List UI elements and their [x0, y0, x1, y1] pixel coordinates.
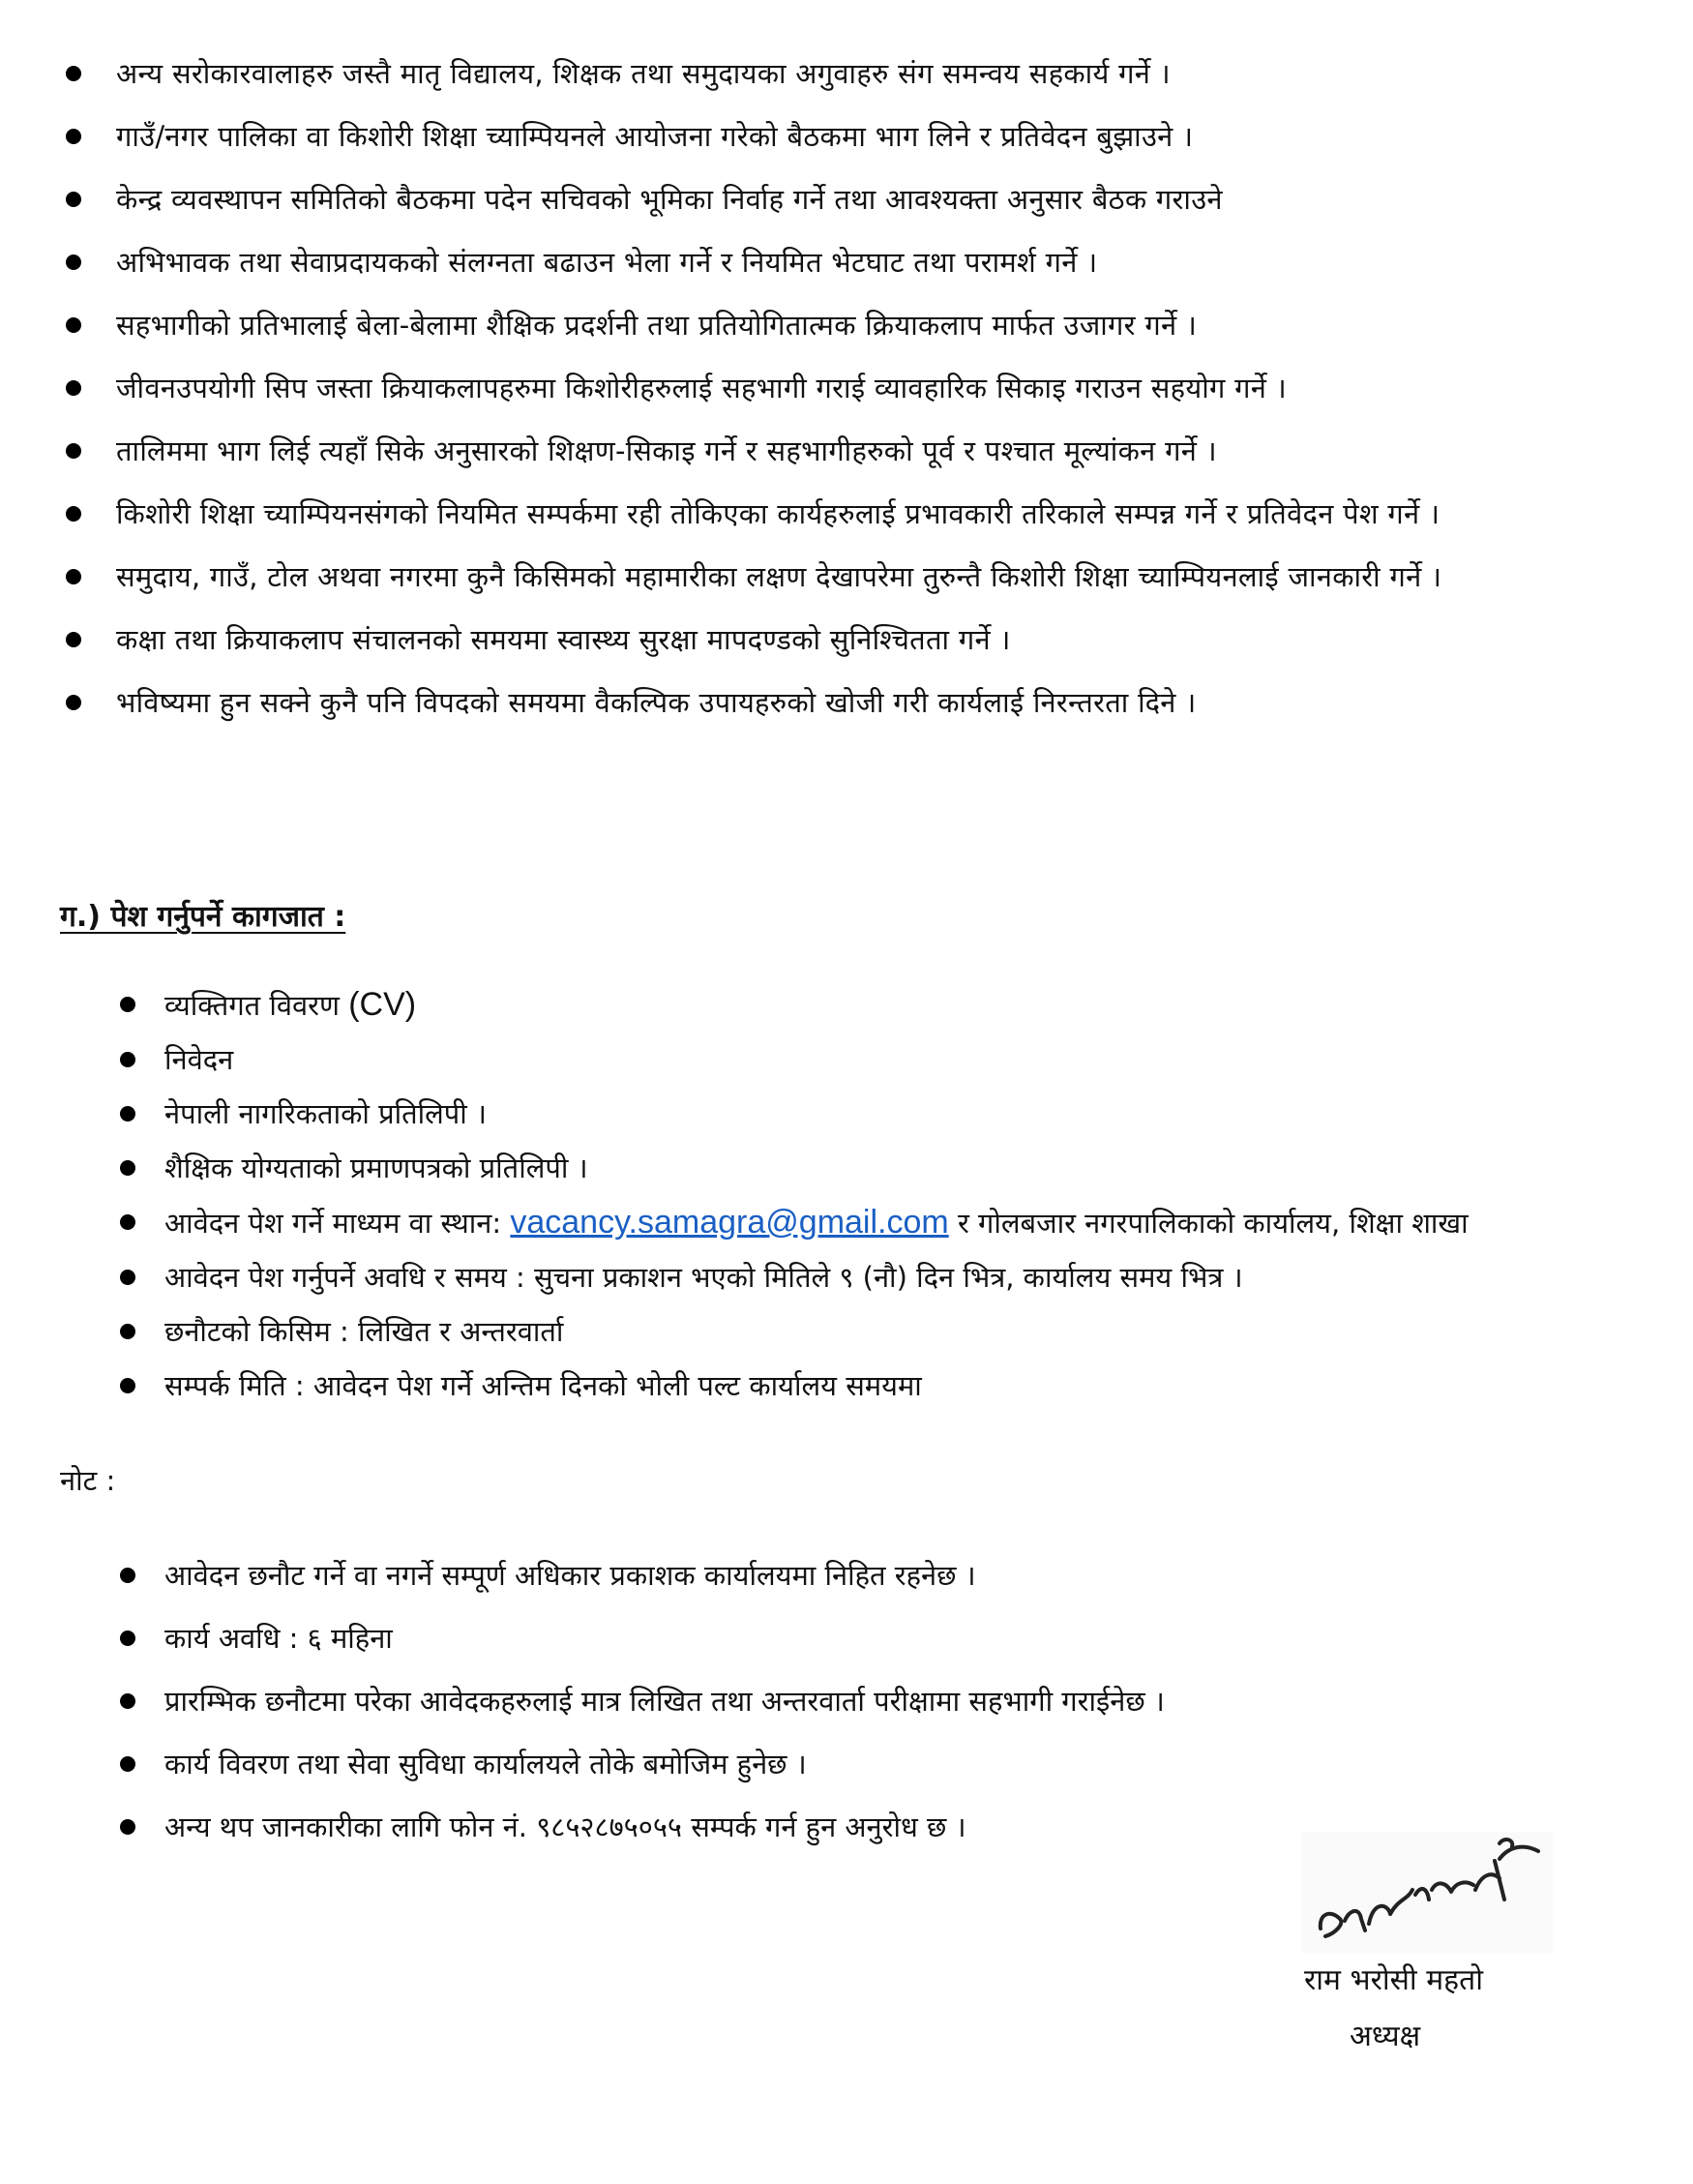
duty-text: कक्षा तथा क्रियाकलाप संचालनको समयमा स्वास्थ्य सुरक्षा मापदण्डको सुनिश्चितता गर्ने । — [116, 623, 1011, 656]
duty-item — [58, 176, 1625, 223]
application-label: निवेदन — [164, 1043, 234, 1076]
bullet-icon — [66, 380, 81, 396]
deadline-text: आवेदन पेश गर्नुपर्ने अवधि र समय : सुचना प्रकाशन भएको मितिले ९ (नौ) दिन भित्र, कार्यालय समय भित्र । — [164, 1261, 1243, 1294]
duty-text: किशोरी शिक्षा च्याम्पियनसंगको नियमित सम्पर्कमा रही तोकिएका कार्यहरुलाई प्रभावकारी तरिकाले सम्पन्न गर्ने र प्रतिवेदन पेश गर्ने । — [116, 497, 1441, 530]
document-item-submission — [116, 1200, 1625, 1245]
bullet-icon — [66, 632, 81, 647]
note-text: कार्य विवरण तथा सेवा सुविधा कार्यालयले तोके बमोजिम हुनेछ । — [164, 1748, 807, 1780]
signer-title: अध्यक्ष — [1350, 2019, 1421, 2053]
duty-item — [58, 365, 1625, 411]
duty-item — [58, 302, 1625, 348]
bullet-icon — [66, 506, 81, 522]
duty-text: गाउँ/नगर पालिका वा किशोरी शिक्षा च्याम्पियनले आयोजना गरेको बैठकमा भाग लिने र प्रतिवेदन बुझाउने । — [116, 120, 1194, 153]
signer-name: राम भरोसी महतो — [1304, 1963, 1483, 1997]
note-text: प्रारम्भिक छनौटमा परेका आवेदकहरुलाई मात्र लिखित तथा अन्तरवार्ता परीक्षामा सहभागी गराईनेछ । — [164, 1685, 1165, 1718]
duty-item — [58, 491, 1625, 537]
bullet-icon — [120, 1106, 135, 1122]
submission-prefix: आवेदन पेश गर्ने माध्यम वा स्थान: — [164, 1207, 502, 1240]
duty-item — [58, 553, 1625, 600]
bullet-icon — [120, 1756, 135, 1772]
duty-item — [58, 616, 1625, 663]
bullet-icon — [66, 192, 81, 207]
bullet-icon — [120, 1270, 135, 1285]
note-item — [116, 1553, 1625, 1598]
bullet-icon — [66, 66, 81, 81]
duty-text: तालिममा भाग लिई त्यहाँ सिके अनुसारको शिक्षण-सिकाइ गर्ने र सहभागीहरुको पूर्व र पश्चात मूल्यांकन गर्ने । — [116, 434, 1217, 467]
bullet-icon — [66, 129, 81, 144]
bullet-icon — [66, 695, 81, 710]
bullet-icon — [120, 1693, 135, 1709]
bullet-icon — [120, 1819, 135, 1835]
citizenship-label: नेपाली नागरिकताको प्रतिलिपी । — [164, 1097, 487, 1130]
signature-image — [1301, 1832, 1553, 1953]
selection-text: छनौटको किसिम : लिखित र अन्तरवार्ता — [164, 1315, 564, 1348]
note-item — [116, 1616, 1625, 1660]
note-item — [116, 1679, 1625, 1723]
documents-heading: ग.) पेश गर्नुपर्ने कागजात : — [60, 900, 346, 934]
document-item-application — [116, 1037, 1625, 1082]
cv-label: व्यक्तिगत विवरण — [164, 989, 340, 1022]
documents-list — [116, 982, 1625, 1418]
duty-item — [58, 679, 1625, 726]
bullet-icon — [120, 1324, 135, 1339]
bullet-icon — [120, 1160, 135, 1176]
bullet-icon — [66, 254, 81, 270]
education-label: शैक्षिक योग्यताको प्रमाणपत्रको प्रतिलिपी । — [164, 1152, 588, 1184]
duty-text: जीवनउपयोगी सिप जस्ता क्रियाकलापहरुमा किशोरीहरुलाई सहभागी गराई व्यावहारिक सिकाइ गराउन सहयोग गर्ने । — [116, 372, 1287, 404]
note-text: आवेदन छनौट गर्ने वा नगर्ने सम्पूर्ण अधिकार प्रकाशक कार्यालयमा निहित रहनेछ । — [164, 1559, 976, 1592]
bullet-icon — [66, 443, 81, 459]
duty-text: भविष्यमा हुन सक्ने कुनै पनि विपदको समयमा वैकल्पिक उपायहरुको खोजी गरी कार्यलाई निरन्तरता दिने । — [116, 686, 1197, 719]
bullet-icon — [120, 1052, 135, 1067]
contact-date-text: सम्पर्क मिति : आवेदन पेश गर्ने अन्तिम दिनको भोली पल्ट कार्यालय समयमा — [164, 1369, 922, 1402]
bullet-icon — [120, 1631, 135, 1646]
email-link[interactable]: vacancy.samagra@gmail.com — [510, 1204, 949, 1241]
note-label: नोट : — [60, 1464, 116, 1497]
duty-text: अन्य सरोकारवालाहरु जस्तै मातृ विद्यालय, शिक्षक तथा समुदायका अगुवाहरु संग समन्वय सहकार्य गर्ने । — [116, 57, 1171, 90]
duty-text: सहभागीको प्रतिभालाई बेला-बेलामा शैक्षिक प्रदर्शनी तथा प्रतियोगितात्मक क्रियाकलाप मार्फत उजागर गर्ने । — [116, 309, 1198, 342]
duty-item — [58, 239, 1625, 285]
document-item-selection — [116, 1309, 1625, 1354]
bullet-icon — [120, 1568, 135, 1583]
document-item-education — [116, 1146, 1625, 1190]
document-item-cv — [116, 982, 1625, 1028]
document-item-citizenship — [116, 1092, 1625, 1136]
handwritten-signature-icon — [1301, 1832, 1553, 1953]
note-text: कार्य अवधि : ६ महिना — [164, 1622, 393, 1655]
note-item — [116, 1742, 1625, 1786]
bullet-icon — [120, 1214, 135, 1230]
duty-text: अभिभावक तथा सेवाप्रदायकको संलग्नता बढाउन भेला गर्ने र नियमित भेटघाट तथा परामर्श गर्ने । — [116, 246, 1098, 279]
bullet-icon — [120, 1378, 135, 1393]
submission-suffix: र गोलबजार नगरपालिकाको कार्यालय, शिक्षा शाखा — [957, 1207, 1469, 1240]
bullet-icon — [120, 997, 135, 1012]
document-item-deadline — [116, 1255, 1625, 1300]
bullet-icon — [66, 569, 81, 584]
duties-list — [58, 50, 1625, 742]
bullet-icon — [66, 317, 81, 333]
cv-abbrev: (CV) — [348, 986, 417, 1023]
notes-list — [116, 1553, 1625, 1868]
duty-text: केन्द्र व्यवस्थापन समितिको बैठकमा पदेन सचिवको भूमिका निर्वाह गर्ने तथा आवश्यक्ता अनुसार बैठक गराउने — [116, 183, 1223, 216]
duty-text: समुदाय, गाउँ, टोल अथवा नगरमा कुनै किसिमको महामारीका लक्षण देखापरेमा तुरुन्तै किशोरी शिक्षा च्याम्पियनलाई जानकारी गर्ने । — [116, 560, 1442, 593]
note-text: अन्य थप जानकारीका लागि फोन नं. ९८५२८७५०५५ सम्पर्क गर्न हुन अनुरोध छ । — [164, 1810, 966, 1843]
duty-item — [58, 428, 1625, 474]
duty-item — [58, 113, 1625, 160]
duty-item — [58, 50, 1625, 97]
document-item-contact-date — [116, 1363, 1625, 1408]
